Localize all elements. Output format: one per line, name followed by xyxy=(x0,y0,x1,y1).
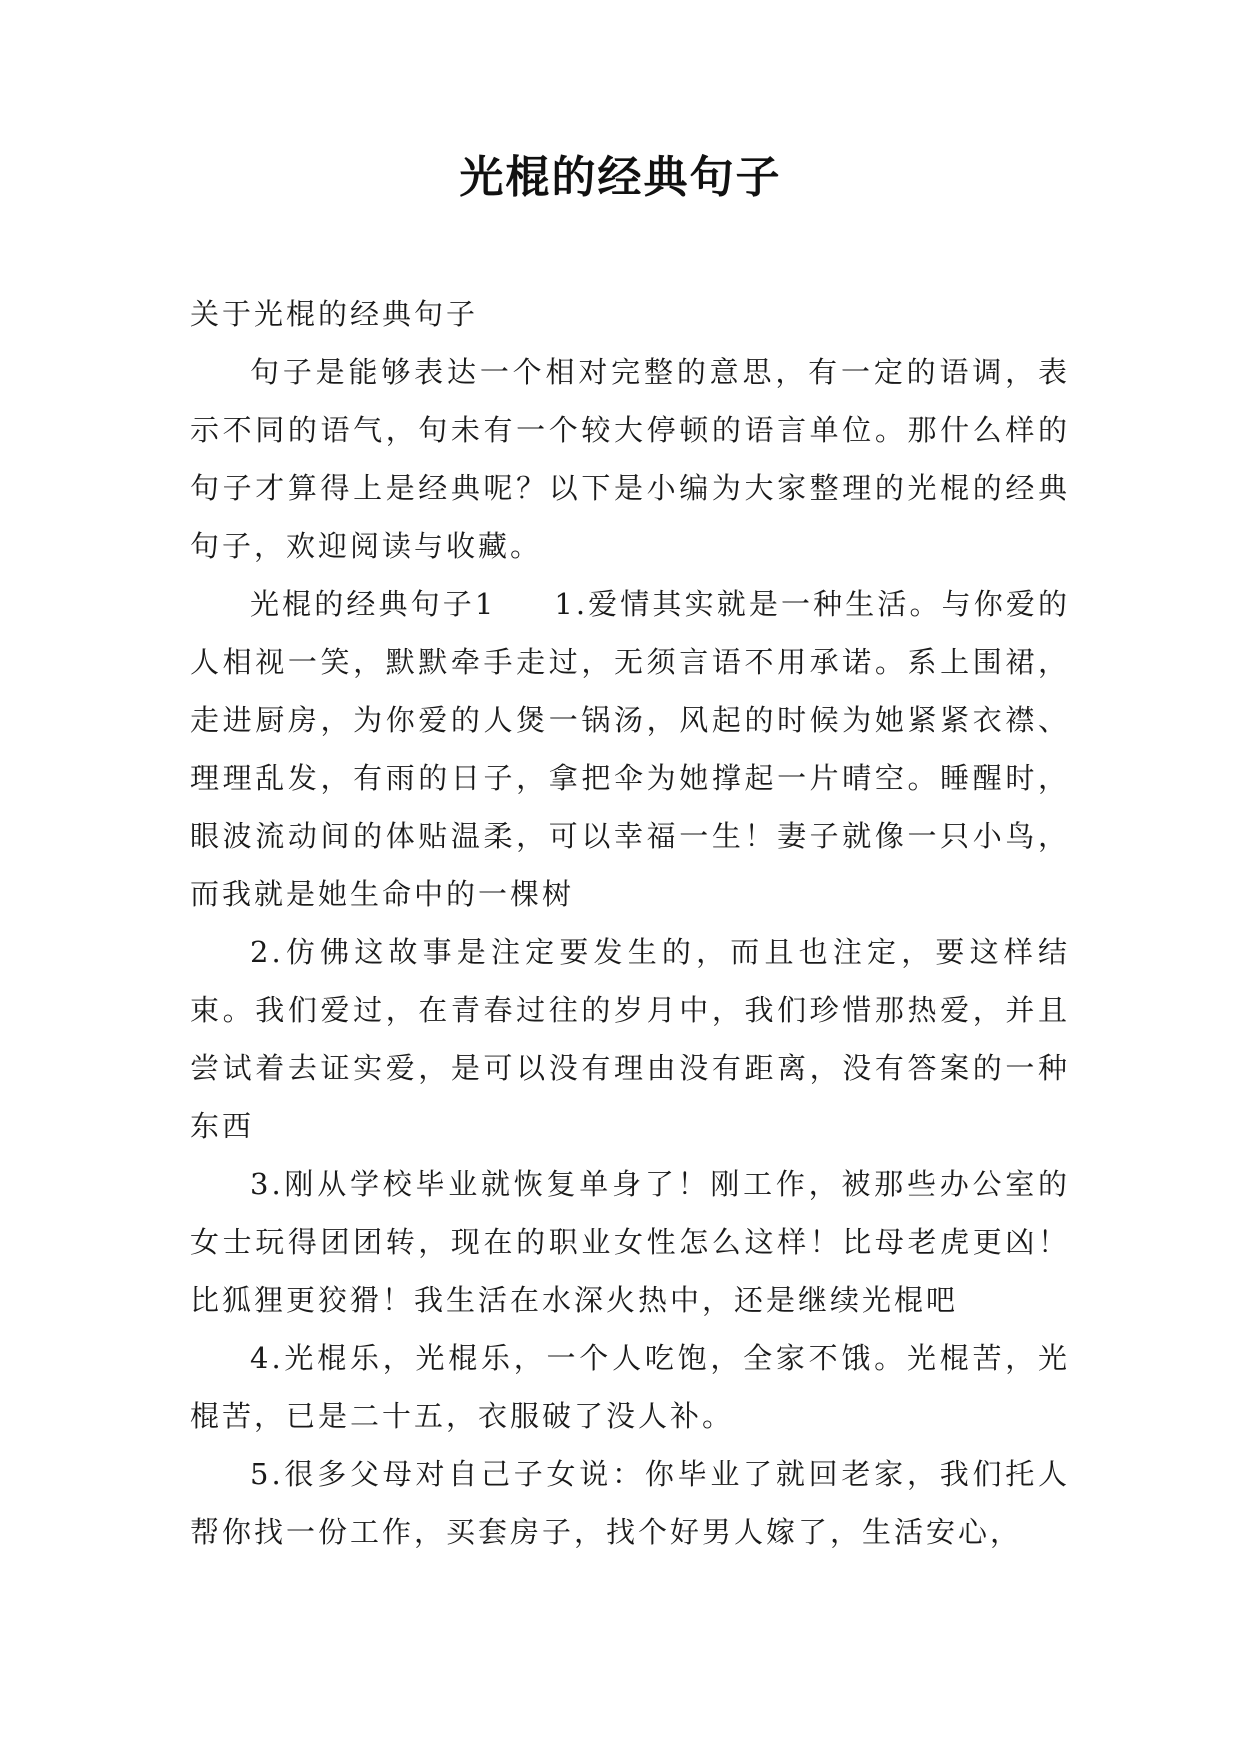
intro-paragraph: 句子是能够表达一个相对完整的意思，有一定的语调，表示不同的语气，句未有一个较大停顿的语言单位。那什么样的句子才算得上是经典呢？以下是小编为大家整理的光棍的经典句子，欢迎阅读与收藏。 xyxy=(190,355,1070,563)
section-heading: 光棍的经典句子1 xyxy=(250,587,497,621)
document-title: 光棍的经典句子 xyxy=(459,152,782,203)
item-1: 1.爱情其实就是一种生活。与你爱的人相视一笑，默默牵手走过，无须言语不用承诺。系上围裙，走进厨房，为你爱的人煲一锅汤，风起的时候为她紧紧衣襟、理理乱发，有雨的日子，拿把伞为她撑起一片晴空。睡醒时，眼波流动间的体贴温柔，可以幸福一生！妻子就像一只小鸟，而我就是她生命中的一棵树 xyxy=(190,587,1071,911)
item-3: 3.刚从学校毕业就恢复单身了！刚工作，被那些办公室的女士玩得团团转，现在的职业女性怎么这样！比母老虎更凶！比狐狸更狡猾！我生活在水深火热中，还是继续光棍吧 xyxy=(190,1167,1070,1317)
section-paragraph xyxy=(190,575,1070,923)
document-body xyxy=(190,285,1070,1561)
item-5: 5.很多父母对自己子女说：你毕业了就回老家，我们托人帮你找一份工作，买套房子，找个好男人嫁了，生活安心， xyxy=(190,1457,1070,1549)
item-2: 2.仿佛这故事是注定要发生的，而且也注定，要这样结束。我们爱过，在青春过往的岁月中，我们珍惜那热爱，并且尝试着去证实爱，是可以没有理由没有距离，没有答案的一种东西 xyxy=(190,935,1070,1143)
intro-heading: 关于光棍的经典句子 xyxy=(190,297,479,331)
item-4: 4.光棍乐，光棍乐，一个人吃饱，全家不饿。光棍苦，光棍苦，已是二十五，衣服破了没人补。 xyxy=(190,1341,1070,1433)
